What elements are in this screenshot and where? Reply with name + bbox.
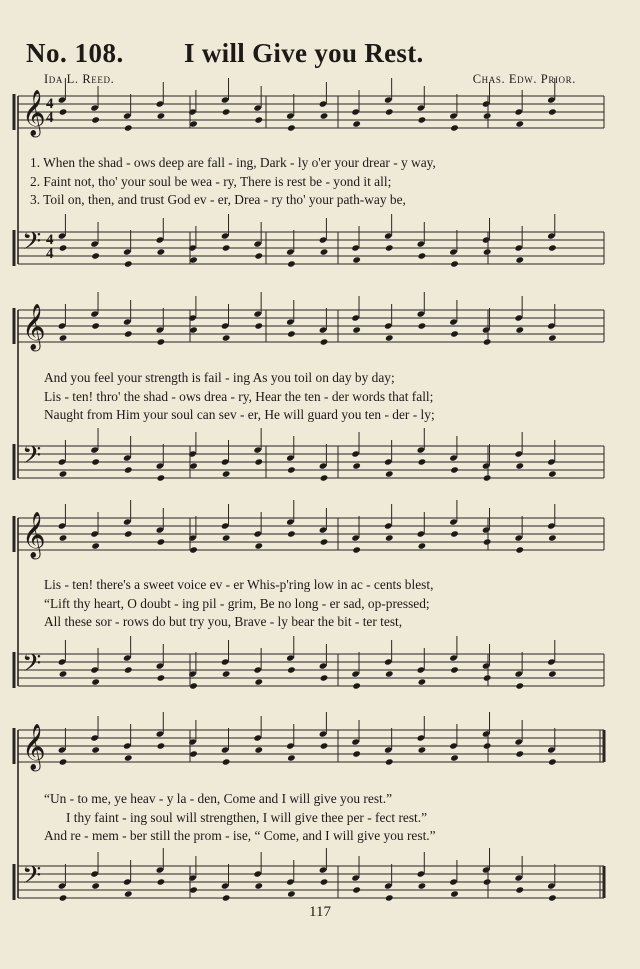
lyrics-system-1 [22,154,606,210]
note-head [189,886,198,893]
note-head [91,746,100,753]
note-head [450,466,459,473]
note-head [352,462,361,469]
note-head [483,878,492,885]
lyrics-system-3 [22,576,628,632]
note-head [548,108,557,115]
note-head [124,890,133,897]
note-head [515,256,524,263]
note-head [189,120,198,127]
note-head [157,112,166,119]
lyric-line: “Lift thy heart, O doubt - ing pil - grim, Be no long - er sad, op-pressed; [44,595,430,611]
note-head [548,758,557,765]
note-head [320,474,329,481]
note-head [59,534,68,541]
treble-clef-icon: 𝄞 [22,90,46,136]
note-head [418,746,427,753]
note-head [91,322,100,329]
note-head [91,882,100,889]
note-head [157,474,166,481]
note-head [450,330,459,337]
note-head [124,466,133,473]
note-head [352,256,361,263]
note-head [222,534,231,541]
note-head [450,530,459,537]
lyric-line: And re - mem - ber still the prom - ise, “ Come, and I will give you rest.” [44,828,436,843]
note-head [254,542,263,549]
note-head [124,754,133,761]
note-head [483,674,492,681]
note-head [515,546,524,553]
note-head [450,754,459,761]
note-head [222,670,231,677]
note-head [287,330,296,337]
note-head [157,248,166,255]
note-head [450,666,459,673]
note-head [548,670,557,677]
note-head [385,470,394,477]
note-head [222,758,231,765]
note-head [483,248,492,255]
note-head [157,878,166,885]
note-head [418,458,427,465]
note-head [385,108,394,115]
note-head [450,124,459,131]
time-signature: 4 [46,232,54,248]
treble-clef-icon: 𝄞 [22,304,46,350]
note-head [189,546,198,553]
note-head [91,252,100,259]
note-head [385,670,394,677]
note-head [418,116,427,123]
lyrics-system-2 [22,369,628,425]
note-head [59,470,68,477]
note-head [254,678,263,685]
note-head [320,878,329,885]
note-head [287,890,296,897]
time-signature: 4 [46,96,54,112]
note-head [222,894,231,901]
lyric-line: 1. When the shad - ows deep are fall - ing, Dark - ly o'er your drear - y way, [30,155,436,170]
composer-credit: Chas. Edw. Prior. [472,72,576,86]
note-head [287,466,296,473]
note-head [548,534,557,541]
note-head [515,326,524,333]
lyric-line: All these sor - rows do but try you, Brave - ly bear the bit - ter test, [44,614,403,629]
note-head [254,322,263,329]
note-head [254,116,263,123]
note-head [222,334,231,341]
note-head [483,474,492,481]
note-head [254,746,263,753]
note-head [450,890,459,897]
note-head [157,538,166,545]
note-head [91,678,100,685]
note-head [450,260,459,267]
lyric-line: And you feel your strength is fail - ing As you toil on day by day; [44,370,395,385]
note-head [483,112,492,119]
note-head [548,470,557,477]
note-head [352,326,361,333]
note-head [59,758,68,765]
page-number: 117 [309,904,331,920]
hymn-number: No. 108. [26,38,124,68]
note-head [418,322,427,329]
note-head [157,742,166,749]
note-head [59,670,68,677]
note-head [124,330,133,337]
bass-clef-icon: 𝄢 [22,441,42,476]
hymn-title: I will Give you Rest. [184,38,424,68]
note-head [483,338,492,345]
note-head [91,542,100,549]
note-head [254,252,263,259]
bass-clef-icon: 𝄢 [22,649,42,684]
note-head [189,256,198,263]
note-head [287,666,296,673]
note-head [124,124,133,131]
note-head [320,338,329,345]
note-head [91,458,100,465]
note-head [287,260,296,267]
note-head [254,882,263,889]
lyric-line: Lis - ten! there's a sweet voice ev - er Whis-p'ring low in ac - cents blest, [44,577,434,592]
note-head [418,678,427,685]
note-head [548,334,557,341]
note-head [548,894,557,901]
note-head [124,666,133,673]
note-head [254,458,263,465]
note-head [59,108,68,115]
note-head [222,470,231,477]
note-head [157,674,166,681]
note-head [320,742,329,749]
note-head [320,674,329,681]
note-head [189,462,198,469]
time-signature: 4 [46,246,54,262]
note-head [515,682,524,689]
note-head [515,886,524,893]
note-head [385,244,394,251]
note-head [352,886,361,893]
note-head [320,538,329,545]
note-head [515,462,524,469]
note-head [287,530,296,537]
note-head [59,244,68,251]
note-head [222,244,231,251]
note-head [418,252,427,259]
note-head [59,894,68,901]
treble-clef-icon: 𝄞 [22,512,46,558]
note-head [91,116,100,123]
lyric-line: 3. Toil on, then, and trust God ev - er, Drea - ry tho' your path-way be, [30,192,406,207]
note-head [385,894,394,901]
note-head [515,750,524,757]
note-head [352,750,361,757]
note-head [124,530,133,537]
time-signature: 4 [46,110,54,126]
note-head [352,120,361,127]
lyric-line: Lis - ten! thro' the shad - ows drea - ry, Hear the ten - der words that fall; [44,388,434,404]
note-head [548,244,557,251]
note-head [385,758,394,765]
lyrics-system-4 [22,790,628,846]
note-head [222,108,231,115]
note-head [483,742,492,749]
note-head [124,260,133,267]
note-head [320,112,329,119]
note-head [352,546,361,553]
treble-clef-icon: 𝄞 [22,724,46,770]
note-head [157,338,166,345]
note-head [483,538,492,545]
note-head [287,754,296,761]
lyric-line: “Un - to me, ye heav - y la - den, Come and I will give you rest.” [44,791,393,806]
bass-clef-icon: 𝄢 [22,227,42,262]
note-head [189,682,198,689]
note-head [287,124,296,131]
note-head [320,248,329,255]
note-head [352,682,361,689]
note-head [189,750,198,757]
lyricist-credit: Ida L. Reed. [44,72,115,86]
note-head [418,542,427,549]
note-head [385,534,394,541]
note-head [418,882,427,889]
lyric-line: I thy faint - ing soul will strengthen, I will give thee per - fect rest.” [66,809,428,825]
note-head [189,326,198,333]
lyric-line: 2. Faint not, tho' your soul be wea - ry, There is rest be - yond it all; [30,173,392,189]
note-head [385,334,394,341]
note-head [59,334,68,341]
bass-clef-icon: 𝄢 [22,861,42,896]
lyric-line: Naught from Him your soul can sev - er, He will guard you ten - der - ly; [44,407,435,422]
note-head [515,120,524,127]
